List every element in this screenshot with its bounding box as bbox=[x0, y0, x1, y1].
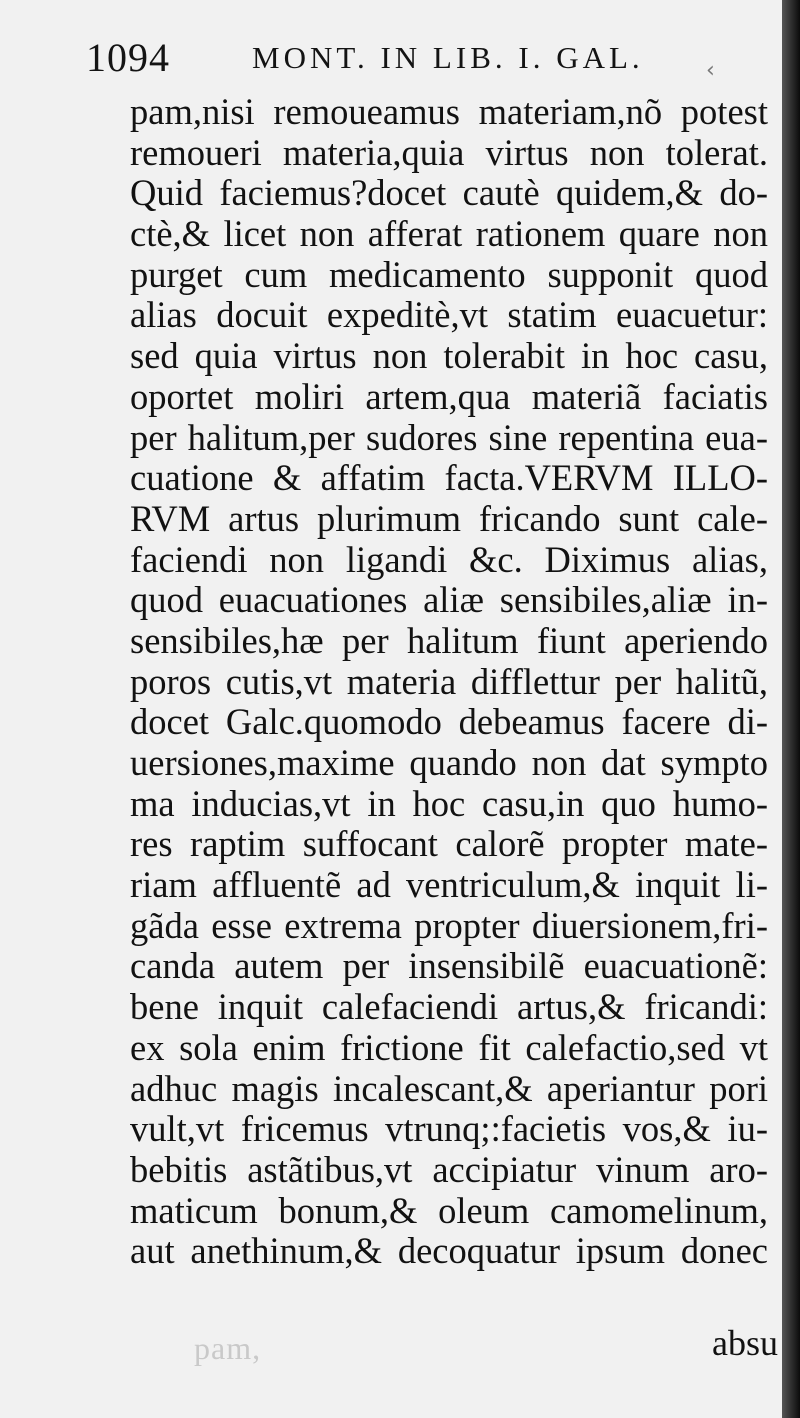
text-line: oportet moliri artem,qua materiã faciatis bbox=[130, 375, 768, 417]
text-line: Quid faciemus?docet cautè quidem,& do- bbox=[130, 172, 768, 214]
running-head: MONT. IN LIB. I. GAL. bbox=[252, 40, 644, 75]
text-line: res raptim suffocant calorẽ propter mate- bbox=[130, 823, 768, 865]
text-line: maticum bonum,& oleum camomelinum, bbox=[130, 1189, 768, 1231]
page-number: 1094 bbox=[86, 35, 170, 80]
page-header bbox=[86, 34, 726, 78]
text-line: sed quia virtus non tolerabit in hoc casu, bbox=[130, 335, 768, 377]
text-line: per halitum,per sudores sine repentina eua- bbox=[130, 416, 768, 458]
text-line: canda autem per insensibilẽ euacuationẽ: bbox=[130, 945, 768, 987]
text-line: gãda esse extrema propter diuersionem,fri- bbox=[130, 904, 768, 946]
catchword: absu bbox=[712, 1323, 778, 1363]
text-line: uersiones,maxime quando non dat sympto bbox=[130, 742, 768, 783]
text-line: pam,nisi remoueamus materiam,nõ potest bbox=[130, 91, 768, 132]
corner-mark-icon: ‹ bbox=[706, 58, 715, 83]
text-line: purget cum medicamento supponit quod bbox=[130, 253, 768, 295]
text-line: aut anethinum,& decoquatur ipsum donec bbox=[130, 1230, 768, 1272]
text-line: sensibiles,hæ per halitum fiunt aperiendo bbox=[130, 619, 768, 661]
text-line: ma inducias,vt in hoc casu,in quo humo- bbox=[130, 782, 768, 824]
text-line: ctè,& licet non afferat rationem quare non bbox=[130, 213, 768, 255]
body-text bbox=[130, 92, 768, 1272]
page-edge bbox=[782, 0, 800, 1418]
show-through-text: pam, bbox=[194, 1330, 262, 1366]
text-line: bebitis astãtibus,vt accipiatur vinum aro- bbox=[130, 1148, 768, 1190]
text-line: poros cutis,vt materia difflettur per halitũ, bbox=[130, 660, 768, 702]
text-line: vult,vt fricemus vtrunq;:facietis vos,& iu- bbox=[130, 1108, 768, 1150]
text-line: ex sola enim frictione fit calefactio,sed vt bbox=[130, 1026, 768, 1068]
text-line: bene inquit calefaciendi artus,& fricandi: bbox=[130, 986, 768, 1028]
text-line: faciendi non ligandi &c. Diximus alias, bbox=[130, 538, 768, 580]
text-line: remoueri materia,quia virtus non tolerat. bbox=[130, 131, 768, 173]
text-line: docet Galc.quomodo debeamus facere di- bbox=[130, 701, 768, 743]
text-line: cuatione & affatim facta.VERVM ILLO- bbox=[130, 457, 768, 499]
text-line: adhuc magis incalescant,& aperiantur pori bbox=[130, 1067, 768, 1109]
text-line: alias docuit expeditè,vt statim euacuetur: bbox=[130, 294, 768, 336]
text-line: riam affluentẽ ad ventriculum,& inquit li- bbox=[130, 864, 768, 906]
text-line: RVM artus plurimum fricando sunt cale- bbox=[130, 497, 768, 539]
text-line: quod euacuationes aliæ sensibiles,aliæ in- bbox=[130, 579, 768, 621]
